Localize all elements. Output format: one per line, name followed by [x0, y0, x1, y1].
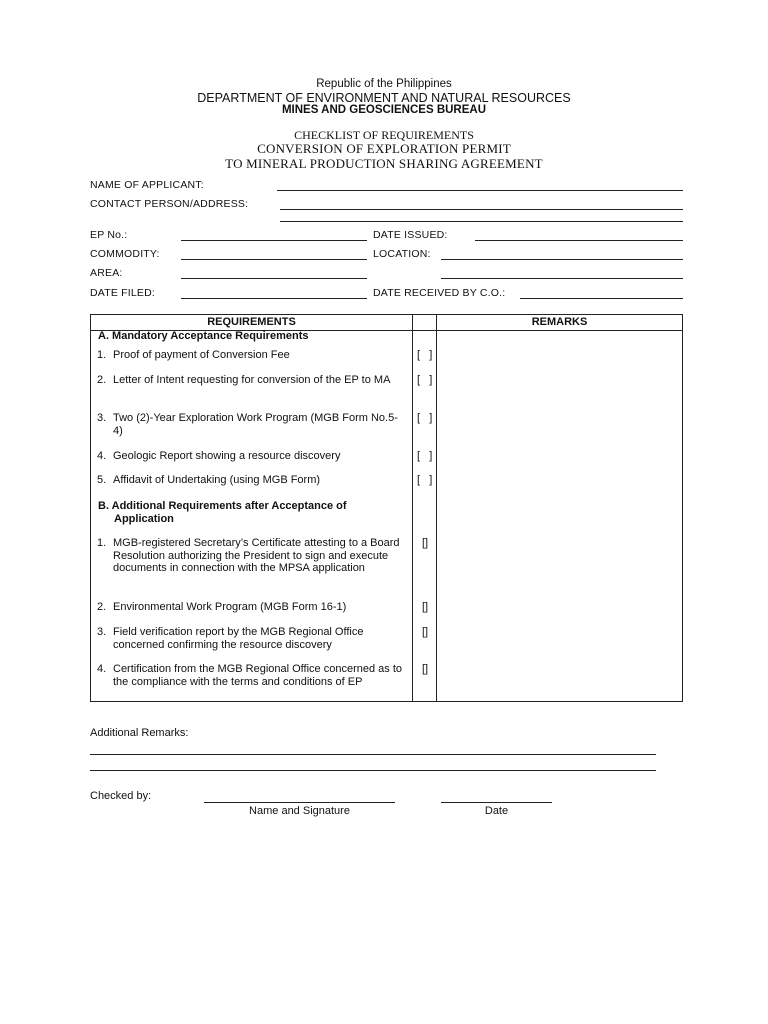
item-text: Two (2)-Year Exploration Work Program (MGB Form No.5-4) — [113, 412, 398, 437]
location-line-1[interactable] — [441, 259, 683, 260]
checkbox[interactable]: [ ] — [417, 450, 433, 462]
name-of-applicant-label: NAME OF APPLICANT: — [90, 179, 204, 191]
date-filed-line[interactable] — [181, 298, 367, 299]
section-b-heading-line-1: B. Additional Requirements after Acceptance of — [98, 500, 347, 512]
checkbox[interactable]: [ ] — [417, 349, 433, 361]
name-and-signature-caption: Name and Signature — [249, 805, 350, 817]
item-text: Certification from the MGB Regional Office concerned as to the compliance with the terms and conditions of EP — [113, 663, 402, 688]
additional-remarks-label: Additional Remarks: — [90, 727, 189, 739]
checkbox[interactable]: [ ] — [417, 412, 433, 424]
title-line-1: CONVERSION OF EXPLORATION PERMIT — [257, 141, 511, 156]
checkbox[interactable]: [] — [422, 626, 429, 638]
area-line[interactable] — [181, 278, 367, 279]
remarks-column-header: REMARKS — [531, 316, 588, 328]
commodity-label: COMMODITY: — [90, 248, 160, 260]
item-number: 3. — [97, 626, 107, 638]
date-caption: Date — [484, 805, 509, 817]
additional-remarks-line-2[interactable] — [90, 770, 656, 771]
item-number: 2. — [97, 601, 107, 613]
table-divider-1 — [412, 315, 413, 701]
republic-text: Republic of the Philippines — [316, 78, 452, 90]
item-text: Geologic Report showing a resource discovery — [113, 450, 341, 462]
bureau-text: MINES AND GEOSCIENCES BUREAU — [281, 104, 487, 116]
additional-remarks-line-1[interactable] — [90, 754, 656, 755]
section-b-heading-line-2: Application — [114, 513, 174, 525]
item-number: 5. — [97, 474, 107, 486]
checkbox[interactable]: [ ] — [417, 374, 433, 386]
area-label: AREA: — [90, 267, 123, 279]
checkbox[interactable]: [] — [422, 537, 429, 549]
date-issued-label: DATE ISSUED: — [373, 229, 448, 241]
contact-person-label: CONTACT PERSON/ADDRESS: — [90, 198, 249, 210]
date-received-line[interactable] — [520, 298, 683, 299]
date-line[interactable] — [441, 802, 552, 803]
checkbox[interactable]: [] — [422, 601, 429, 613]
checked-by-label: Checked by: — [90, 790, 152, 802]
item-number: 2. — [97, 374, 107, 386]
item-text: Letter of Intent requesting for conversion of the EP to MA — [113, 374, 391, 386]
title-line-2: TO MINERAL PRODUCTION SHARING AGREEMENT — [225, 156, 543, 171]
checklist-heading: CHECKLIST OF REQUIREMENTS — [294, 128, 474, 142]
requirements-column-header: REQUIREMENTS — [207, 316, 296, 328]
item-number: 1. — [97, 537, 107, 549]
item-text: MGB-registered Secretary’s Certificate attesting to a Board Resolution authorizing the President to sign and execute documents in connection with the MPSA application — [113, 537, 400, 574]
item-number: 1. — [97, 349, 107, 361]
location-label: LOCATION: — [373, 248, 431, 260]
ep-no-label: EP No.: — [90, 229, 128, 241]
location-line-2[interactable] — [441, 278, 683, 279]
name-of-applicant-line[interactable] — [277, 190, 683, 191]
contact-person-line-1[interactable] — [280, 209, 683, 210]
requirements-table — [90, 314, 683, 702]
commodity-line[interactable] — [181, 259, 367, 260]
item-number: 4. — [97, 663, 107, 675]
department-text: DEPARTMENT OF ENVIRONMENT AND NATURAL RESOURCES — [197, 91, 571, 105]
signature-line[interactable] — [204, 802, 395, 803]
section-a-heading: A. Mandatory Acceptance Requirements — [98, 330, 309, 342]
item-number: 4. — [97, 450, 107, 462]
checkbox[interactable]: [ ] — [417, 474, 433, 486]
date-filed-label: DATE FILED: — [90, 287, 156, 299]
item-number: 3. — [97, 412, 107, 424]
table-divider-2 — [436, 315, 437, 701]
contact-person-line-2[interactable] — [280, 221, 683, 222]
item-text: Environmental Work Program (MGB Form 16-1) — [113, 601, 347, 613]
date-received-label: DATE RECEIVED BY C.O.: — [373, 287, 506, 299]
ep-no-line[interactable] — [181, 240, 367, 241]
item-text: Proof of payment of Conversion Fee — [113, 349, 290, 361]
item-text: Affidavit of Undertaking (using MGB Form) — [113, 474, 321, 486]
item-text: Field verification report by the MGB Regional Office concerned confirming the resource discovery — [113, 626, 364, 651]
date-issued-line[interactable] — [475, 240, 683, 241]
checkbox[interactable]: [] — [422, 663, 429, 675]
